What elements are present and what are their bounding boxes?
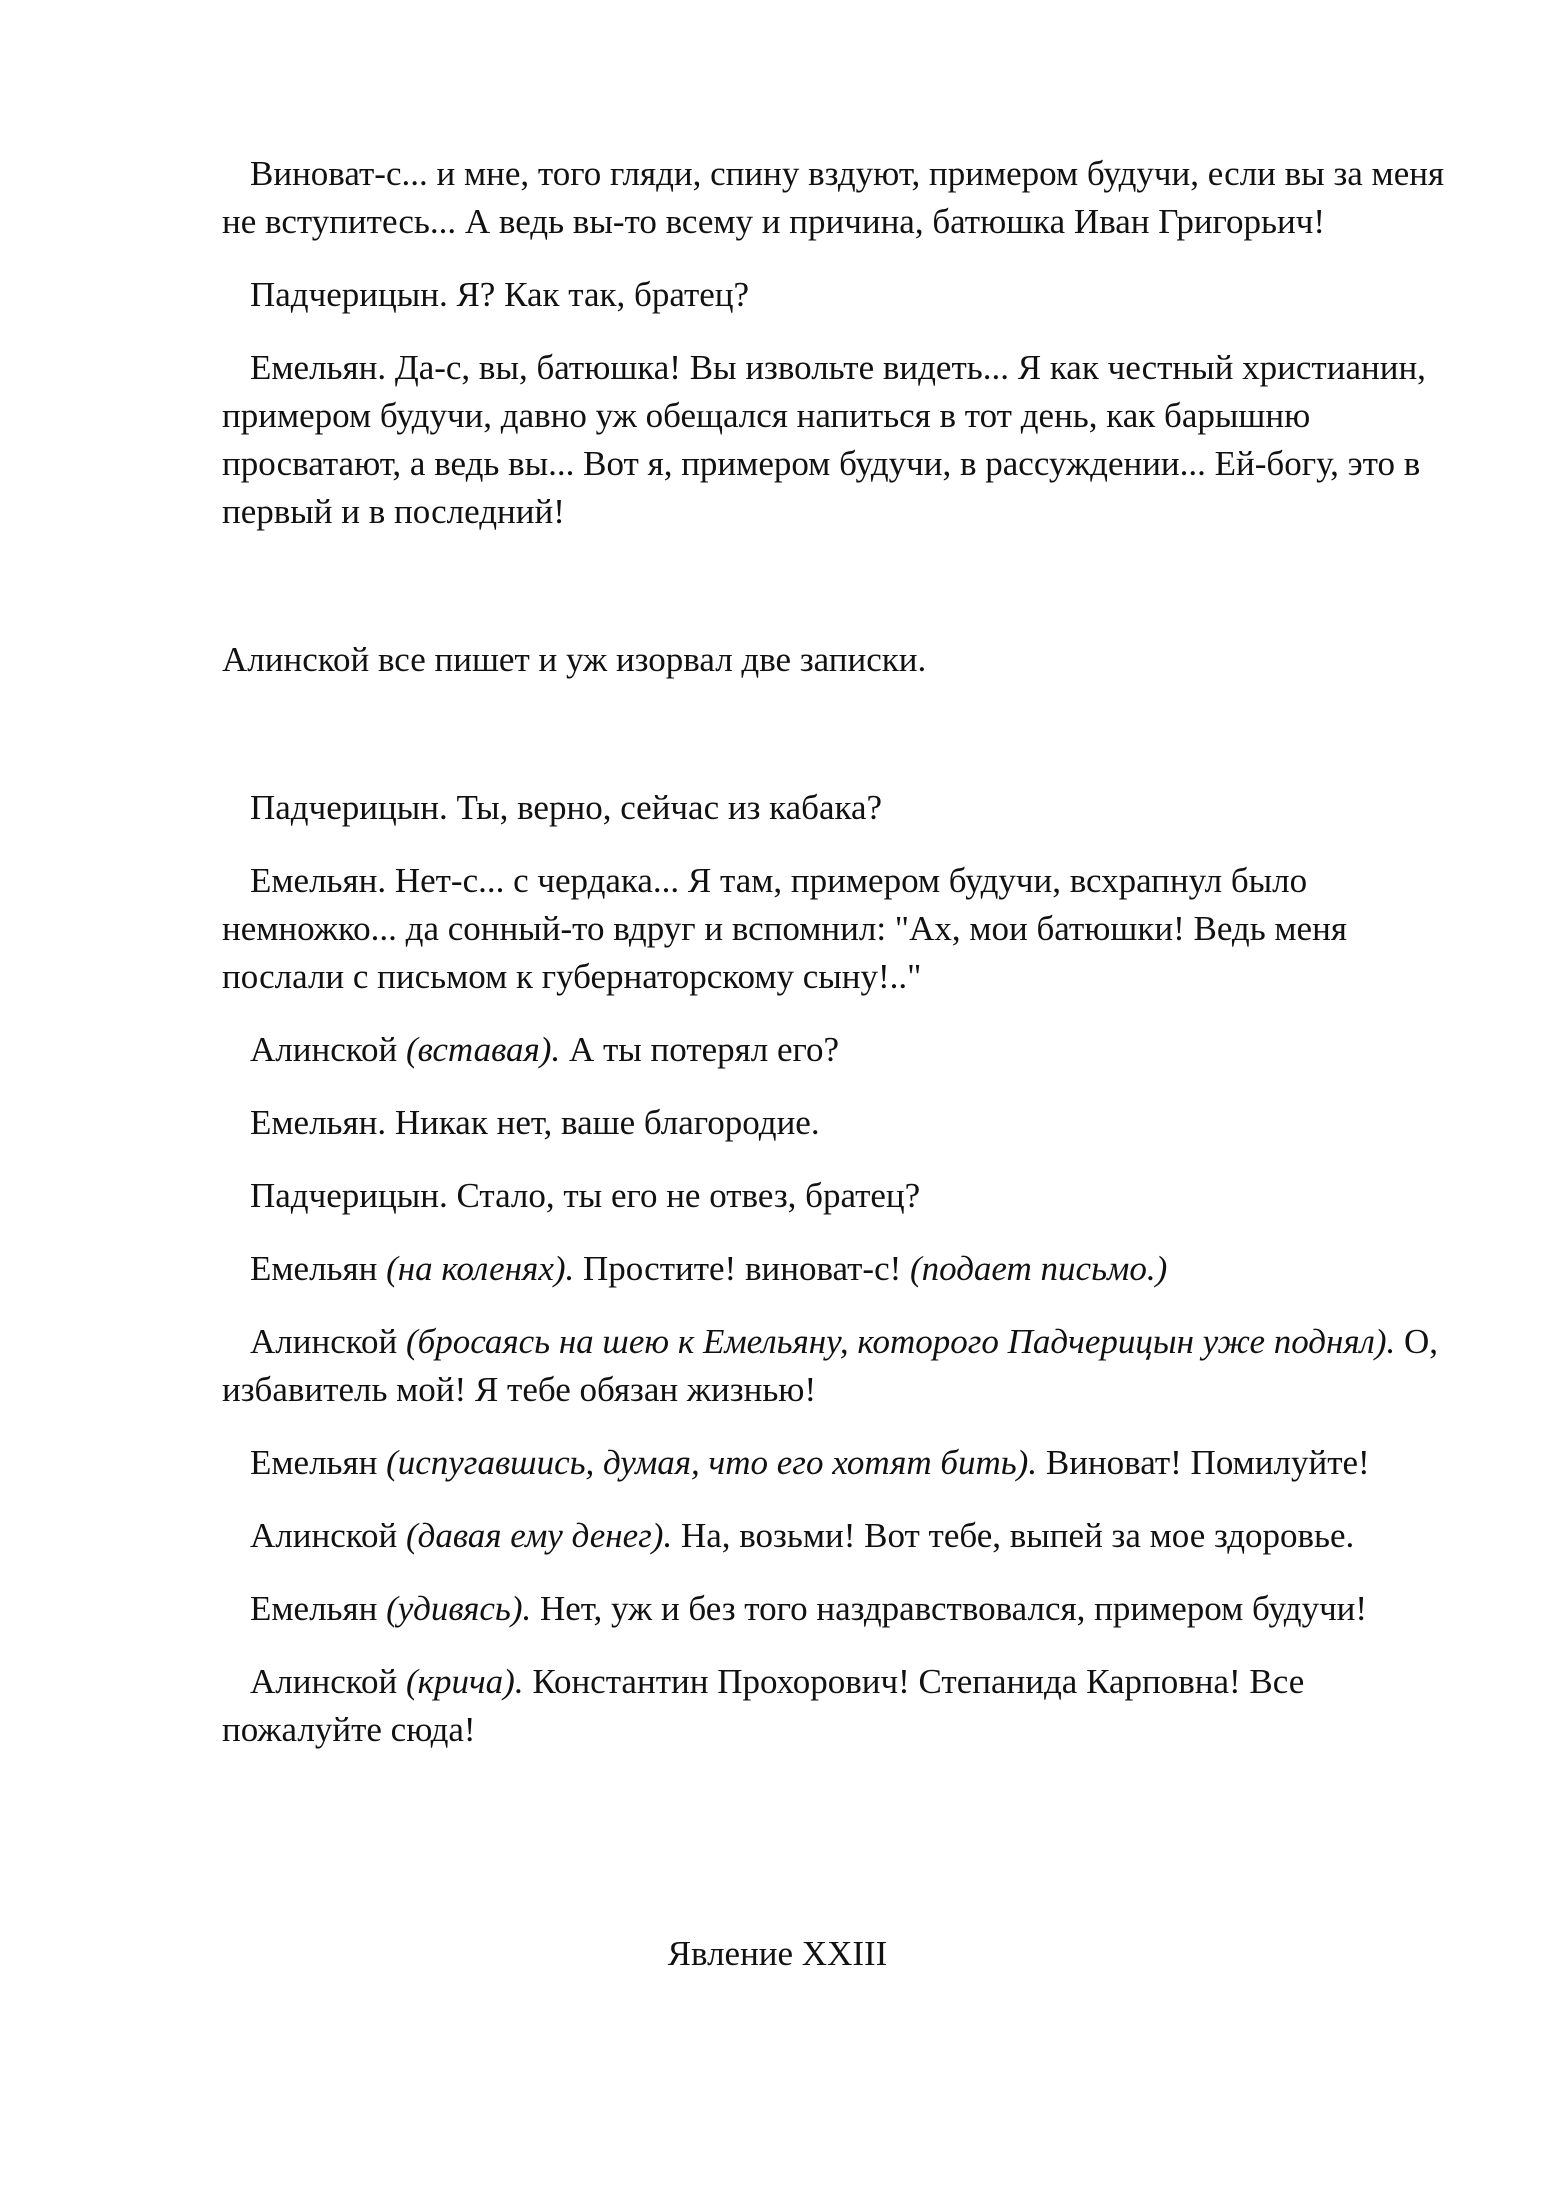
- dialogue-paragraph: [222, 1172, 1452, 1220]
- paragraph-text: О, избавитель мой! Я тебе обязан жизнью!: [222, 1322, 1439, 1409]
- paragraph-text: Емельян: [250, 1443, 387, 1482]
- paragraph-text: Алинской: [250, 1516, 406, 1555]
- paragraph-text: Емельян. Никак нет, ваше благородие.: [250, 1103, 820, 1142]
- dialogue-paragraph: [222, 1439, 1452, 1487]
- stage-direction-text: (крича).: [405, 1662, 524, 1701]
- dialogue-paragraph: [222, 1318, 1452, 1414]
- dialogue-paragraph: [222, 1026, 1452, 1074]
- dialogue-paragraph: [222, 1658, 1452, 1754]
- stage-direction-paragraph: [222, 636, 1452, 684]
- dialogue-paragraph: [222, 857, 1452, 1001]
- stage-direction-text: (бросаясь на шею к Емельяну, которого Падчерицын уже поднял).: [405, 1322, 1396, 1361]
- paragraph-text: Емельян. Нет-с... с чердака... Я там, примером будучи, всхрапнул было немножко... да сонный-то вдруг и вспомнил: "Ах, мои батюшки! Ведь меня послали с письмом к губернаторскому сыну!..": [222, 861, 1347, 996]
- dialogue-paragraph: [222, 1512, 1452, 1560]
- dialogue-paragraph: [222, 150, 1452, 246]
- paragraph-text: Емельян. Да-с, вы, батюшка! Вы извольте видеть... Я как честный христианин, примером будучи, давно уж обещался напиться в тот день, как барышню просватают, а ведь вы... Вот я, примером будучи, в рассуждении... Ей-богу, это в первый и в последний!: [222, 348, 1426, 531]
- paragraph-text: Алинской: [250, 1662, 406, 1701]
- paragraph-text: Емельян: [250, 1589, 387, 1628]
- stage-direction-text: (вставая).: [405, 1030, 561, 1069]
- paragraph-text: Падчерицын. Стало, ты его не отвез, братец?: [250, 1176, 921, 1215]
- paragraph-text: Виноват-с... и мне, того гляди, спину вздуют, примером будучи, если вы за меня не вступитесь... А ведь вы-то всему и причина, батюшка Иван Григорьич!: [222, 154, 1445, 241]
- scene-heading: Явление XXIII: [667, 1934, 888, 1973]
- paragraph-text: Алинской все пишет и уж изорвал две записки.: [222, 640, 927, 679]
- paragraph-text: На, возьми! Вот тебе, выпей за мое здоровье.: [672, 1516, 1355, 1555]
- paragraph-text: Падчерицын. Ты, верно, сейчас из кабака?: [250, 788, 883, 827]
- stage-direction-text: (на коленях).: [386, 1249, 575, 1288]
- document-body: [222, 150, 1452, 1779]
- stage-direction-text: (давая ему денег).: [405, 1516, 673, 1555]
- paragraph-text: Константин Прохорович! Степанида Карповна! Все пожалуйте сюда!: [222, 1662, 1305, 1749]
- dialogue-paragraph: [222, 784, 1452, 832]
- dialogue-paragraph: [222, 1585, 1452, 1633]
- paragraph-text: Нет, уж и без того наздравствовался, примером будучи!: [531, 1589, 1368, 1628]
- paragraph-text: Алинской: [250, 1322, 406, 1361]
- paragraph-text: Падчерицын. Я? Как так, братец?: [250, 275, 750, 314]
- paragraph-text: Виноват! Помилуйте!: [1037, 1443, 1370, 1482]
- stage-direction-text: (подает письмо.): [910, 1249, 1168, 1288]
- stage-direction-text: (испугавшись, думая, что его хотят бить).: [386, 1443, 1038, 1482]
- dialogue-paragraph: [222, 344, 1452, 536]
- dialogue-paragraph: [222, 1245, 1452, 1293]
- dialogue-paragraph: [222, 271, 1452, 319]
- paragraph-text: Алинской: [250, 1030, 406, 1069]
- paragraph-text: Простите! виноват-с!: [574, 1249, 911, 1288]
- stage-direction-text: (удивясь).: [386, 1589, 532, 1628]
- paragraph-text: Емельян: [250, 1249, 387, 1288]
- dialogue-paragraph: [222, 1099, 1452, 1147]
- paragraph-text: А ты потерял его?: [560, 1030, 840, 1069]
